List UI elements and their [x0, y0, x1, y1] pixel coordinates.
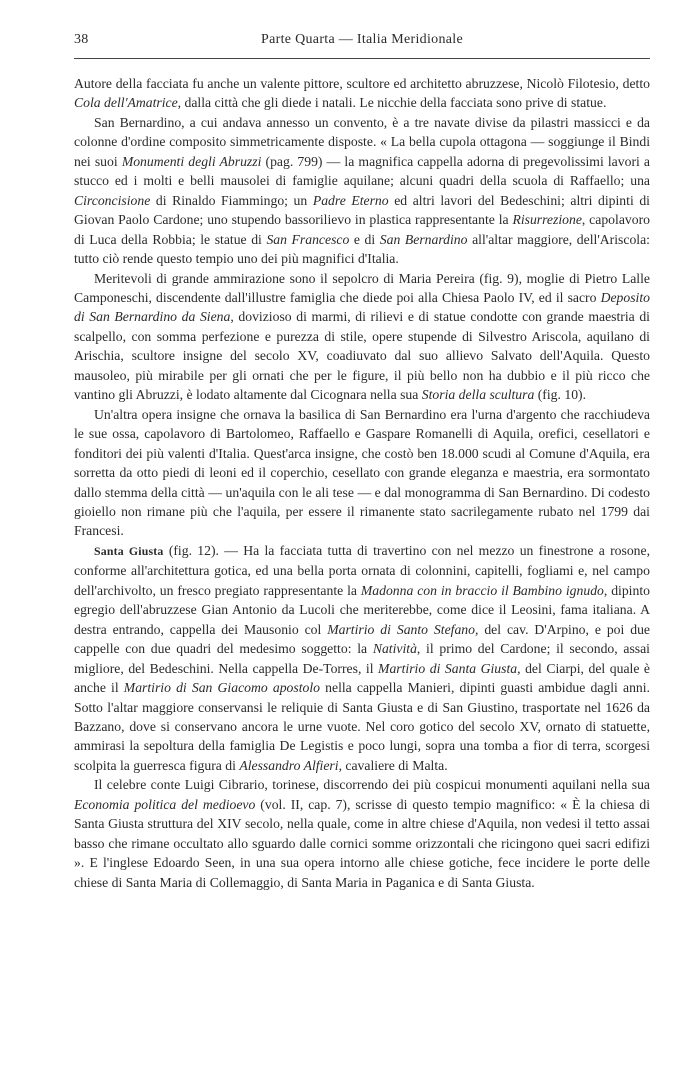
running-header [74, 28, 650, 50]
section-lead-heading: Santa Giusta [94, 543, 164, 558]
text-run: all'altar maggiore, dell'Ariscola: tutto ciò rende questo tempio uno dei più magnifici d'Italia. [74, 231, 650, 267]
text-run: San Bernardino, a cui andava annesso un convento, è a tre navate divise da pilastri massicci e da colonne d'ordine composito simmetricamente disposte. « La bella cupola ottagona — soggiunge il Bindi nei suoi [74, 114, 650, 169]
paragraph-pereira-tomb [74, 269, 650, 405]
text-run: , il primo del Cardone; il secondo, assai migliore, del Bedeschini. Nella cappella De-Torres, il [74, 641, 650, 676]
running-header-title: Parte Quarta — Italia Meridionale [261, 32, 463, 47]
text-run: (fig. 12). — Ha la facciata tutta di travertino con nel mezzo un finestrone a rosone, conforme all'architettura gotica, ed una bella porta ornata di colonnini, capitelli, fogliami e, nel campo dell'archivolto, un fresco pregiato rappresentante la [74, 542, 650, 598]
text-run: , dalla città che gli diede i natali. Le nicchie della facciata sono prive di statue. [177, 95, 607, 111]
book-page [74, 28, 650, 892]
italic-title: Martirio di Santa Giusta [378, 660, 518, 676]
header-rule [74, 58, 650, 59]
text-run: (pag. 799) — la magnifica cappella adorna di pregevolissimi lavori a stucco ed i molti e belli mausolei di famiglie aquilane; alcuni quadri della scuola di Raffaello; una [74, 153, 651, 189]
text-run: di Rinaldo Fiammingo; un [150, 192, 313, 208]
italic-title: Monumenti degli Abruzzi [121, 153, 262, 169]
paragraph-san-bernardino [74, 113, 650, 269]
italic-title: Alessandro Alfieri [239, 757, 339, 773]
italic-title: Martirio di San Giacomo apostolo [123, 680, 321, 696]
paragraph-silver-urn [74, 405, 650, 541]
italic-title: Natività [372, 641, 417, 657]
paragraph-facade-author [74, 74, 650, 113]
text-run: , del cav. D'Arpino, e poi due cappelle con due quadri del medesimo soggetto: la [74, 621, 650, 657]
italic-title: San Francesco [266, 231, 350, 247]
text-run: (fig. 10). [534, 387, 587, 403]
text-run: , dipinto egregio dell'abruzzese Gian Antonio da Lucoli che meriterebbe, come dice il Leosini, fama italiana. A destra entrando, cappella dei Mausonio col [74, 582, 650, 637]
text-run: e di [349, 231, 380, 247]
italic-title: Storia della scultura [421, 387, 535, 403]
text-run: , dovizioso di marmi, di rilievi e di statue condotte con grande maestria di scalpello, con somma perfezione e purezza di stile, opere stupende di Silvestro Ariscola, aquilano di Arischia, scultore insigne del secolo XV, coadiuvato dal suo allievo Salvato dell'Aquila. Questo mausoleo, più mirabile per gli ornati che per le figure, il più bello non ha dubbio e il più ricco che vantino gli Abruzzi, è lodato altamente dal Cicognara nella sua [74, 309, 650, 403]
text-run: nella cappella Manieri, dipinti guasti ambidue dagli anni. Sotto l'altar maggiore conservansi le reliquie di Santa Giusta e di San Giustino, trasportate nel 1626 da Bazzano, dove si conservano ancora le urne vuote. Nel coro gotico del secolo XV, ornato di statuette, ammirasi la sepoltura della famiglia De Legistis e poco lungi, sopra una tomba a fior di terra, scorgesi scolpita la guerresca figura di [74, 680, 650, 773]
text-run: , del Ciarpi, del quale è anche il [74, 660, 651, 696]
italic-title: Economia politica del medioevo [74, 796, 256, 812]
italic-title: Padre Eterno [312, 192, 389, 208]
text-run: Il celebre conte Luigi Cibrario, torinese, discorrendo dei più cospicui monumenti aquilani nella sua [94, 777, 650, 793]
italic-title: Madonna con in braccio il Bambino ignudo [360, 582, 604, 598]
italic-title: Circoncisione [74, 192, 151, 208]
italic-title: Martirio di Santo Stefano [327, 621, 475, 637]
text-run: Meritevoli di grande ammirazione sono il sepolcro di Maria Pereira (fig. 9), moglie di Pietro Lalle Camponeschi, discendente dall'illustre famiglia che diede poi alla Chiesa Paolo IV, ed il sacro [74, 270, 650, 305]
text-run: , capolavoro di Luca della Robbia; le statue di [74, 212, 650, 247]
page-number: 38 [74, 32, 89, 47]
italic-title: San Bernardino [379, 231, 468, 247]
text-run: ed altri lavori del Bedeschini; altri dipinti di Giovan Paolo Cardone; uno stupendo bassorilievo in plastica rappresentante la [74, 192, 650, 228]
body-text [74, 74, 650, 892]
text-run: , cavaliere di Malta. [338, 757, 448, 773]
text-run: Autore della facciata fu anche un valente pittore, scultore ed architetto abruzzese, Nicolò Filotesio, detto [74, 76, 650, 91]
italic-title: Risurrezione [512, 212, 582, 228]
italic-title: Cola dell'Amatrice [74, 95, 178, 111]
paragraph-cibrario-quote [74, 775, 650, 892]
paragraph-santa-giusta [74, 541, 650, 775]
text-run: Un'altra opera insigne che ornava la basilica di San Bernardino era l'urna d'argento che racchiudeva le sue ossa, capolavoro di Bartolomeo, Raffaello e Gaspare Romanelli di Aquila, orefici, cesellatori e fonditori dei più valenti d'Italia. Quest'arca insigne, che costò ben 18.000 scudi al Comune d'Aquila, era sorretta da otto piedi di leoni ed il coperchio, cesellato con grande eleganza e maestria, era sormontato dallo stemma della città — un'aquila con le ali tese — e dal monogramma di San Bernardino. Di codesto gioiello non rimane più che l'aquila, per essere il rimanente stato sacrilegamente rubato nel 1799 dai Francesi. [74, 406, 650, 539]
text-run: (vol. II, cap. 7), scrisse di questo tempio magnifico: « È la chiesa di Santa Giusta struttura del XIV secolo, nella quale, come in altre chiese d'Aquila, non vedesi il tetto assai basso che rimane occultato allo sguardo dalle cornici somme orizzontali che ricingono quei sacri edifizi ». E l'inglese Edoardo Seen, in una sua opera intorno alle chiese gotiche, fece incidere le porte delle chiese di Santa Maria di Collemaggio, di Santa Maria in Paganica e di Santa Giusta. [74, 796, 651, 890]
italic-title: Deposito di San Bernardino da Siena [74, 289, 650, 325]
